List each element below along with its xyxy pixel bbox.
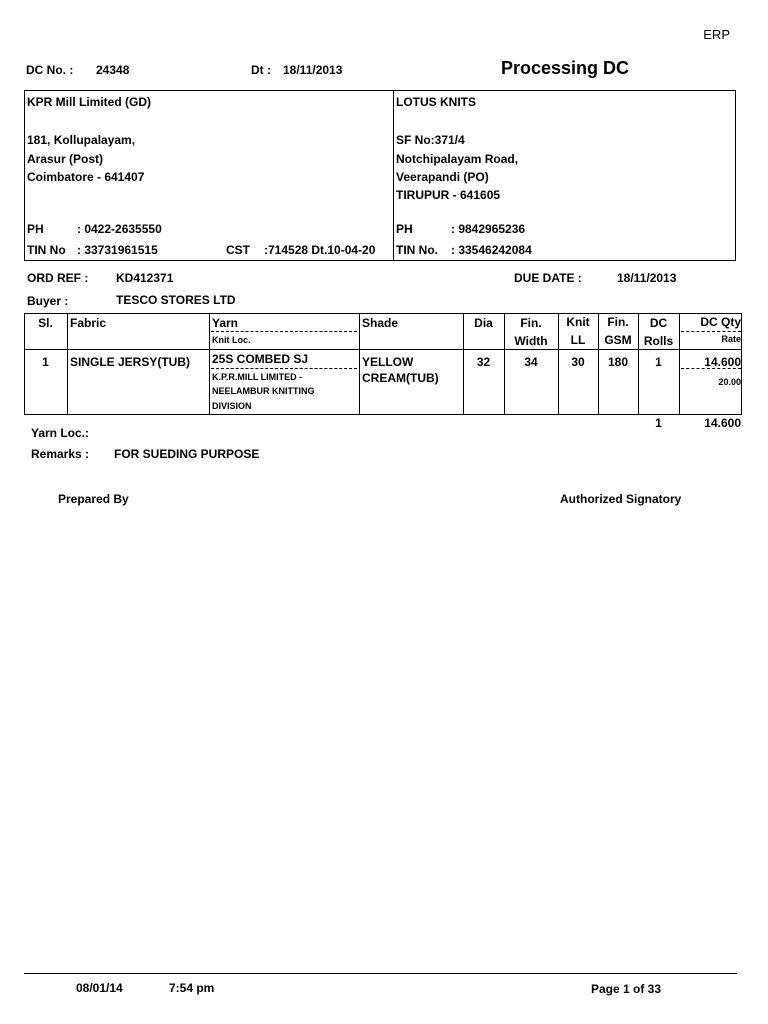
qty-dash: [681, 331, 741, 332]
footer-rule: [24, 973, 737, 974]
th-shade: Shade: [362, 316, 399, 330]
yarn-dash: [211, 368, 357, 369]
from-addr3: Coimbatore - 641407: [27, 170, 145, 184]
th-dc-qty: DC Qty: [700, 315, 741, 329]
from-cst: :714528 Dt.10-04-20: [264, 243, 376, 257]
due-date-value: 18/11/2013: [617, 271, 677, 285]
row-fin-gsm: 180: [607, 355, 629, 369]
remarks-label: Remarks :: [31, 447, 90, 461]
to-tin: : 33546242084: [451, 243, 532, 257]
page-number: Page 1 of 33: [591, 982, 662, 996]
row-dc-qty: 14.600: [704, 355, 741, 369]
th-fin-width-1: Fin.: [520, 316, 542, 330]
dc-no-label: DC No. :: [26, 63, 74, 77]
th-fin-width-2: Width: [514, 334, 548, 348]
total-qty: 14.600: [704, 416, 741, 430]
buyer-label: Buyer :: [27, 294, 69, 308]
date-label: Dt :: [251, 63, 271, 77]
row-shade-1: YELLOW: [362, 355, 414, 369]
col-divider: [359, 313, 360, 415]
th-dc-rolls-1: DC: [649, 316, 668, 330]
row-knit-loc-3: DIVISION: [212, 401, 252, 411]
row-knit-ll: 30: [571, 355, 585, 369]
to-addr3: Veerapandi (PO): [396, 170, 489, 184]
from-ph-label: PH: [27, 222, 44, 236]
yarn-loc-label: Yarn Loc.:: [31, 426, 90, 440]
row-rate: 20.00: [718, 377, 741, 387]
row-yarn: 25S COMBED SJ: [212, 352, 309, 366]
row-fin-width: 34: [524, 355, 538, 369]
to-ph-label: PH: [396, 222, 413, 236]
row-knit-loc-1: K.P.R.MILL LIMITED -: [212, 372, 303, 382]
erp-label: ERP: [703, 27, 730, 42]
th-knit-loc: Knit Loc.: [212, 335, 251, 345]
th-sl: Sl.: [38, 316, 53, 330]
buyer-value: TESCO STORES LTD: [116, 293, 236, 307]
from-cst-label: CST: [226, 243, 250, 257]
doc-title: Processing DC: [501, 58, 630, 78]
th-yarn: Yarn: [212, 316, 239, 330]
date-value: 18/11/2013: [283, 63, 343, 77]
row-knit-loc-2: NEELAMBUR KNITTING: [212, 386, 315, 396]
remarks-value: FOR SUEDING PURPOSE: [114, 447, 260, 461]
row-shade-2: CREAM(TUB): [362, 371, 439, 385]
from-name: KPR Mill Limited (GD): [27, 95, 151, 109]
to-ph: : 9842965236: [451, 222, 526, 236]
col-divider: [209, 313, 210, 415]
to-tin-label: TIN No.: [396, 243, 438, 257]
row-sl: 1: [42, 355, 49, 369]
row-dc-rolls: 1: [655, 355, 662, 369]
prepared-by: Prepared By: [58, 492, 129, 506]
th-knit-ll-1: Knit: [566, 315, 590, 329]
th-fin-gsm-2: GSM: [604, 333, 632, 347]
row-fabric: SINGLE JERSY(TUB): [70, 355, 191, 369]
total-rolls: 1: [655, 416, 662, 430]
yarn-dash: [211, 331, 357, 332]
address-divider: [393, 90, 394, 261]
to-addr4: TIRUPUR - 641605: [396, 188, 501, 202]
due-date-label: DUE DATE :: [514, 271, 582, 285]
from-tin-label: TIN No: [27, 243, 66, 257]
col-divider: [67, 313, 68, 415]
footer-time: 7:54 pm: [169, 981, 215, 995]
row-dia: 32: [476, 355, 491, 369]
ord-ref-label: ORD REF :: [27, 271, 89, 285]
dc-no-value: 24348: [96, 63, 130, 77]
to-addr1: SF No:371/4: [396, 133, 465, 147]
th-rate: Rate: [721, 334, 741, 344]
th-dia: Dia: [474, 316, 493, 330]
table-header-rule: [24, 349, 742, 350]
from-addr1: 181, Kollupalayam,: [27, 133, 136, 147]
to-name: LOTUS KNITS: [396, 95, 476, 109]
authorized-signatory: Authorized Signatory: [560, 492, 682, 506]
footer-date: 08/01/14: [76, 981, 123, 995]
th-dc-rolls-2: Rolls: [643, 334, 674, 348]
from-tin: : 33731961515: [77, 243, 158, 257]
th-knit-ll-2: LL: [570, 333, 586, 347]
from-addr2: Arasur (Post): [27, 152, 104, 166]
to-addr2: Notchipalayam Road,: [396, 152, 519, 166]
ord-ref-value: KD412371: [116, 271, 174, 285]
th-fin-gsm-1: Fin.: [607, 315, 629, 329]
th-fabric: Fabric: [70, 316, 107, 330]
from-ph: : 0422-2635550: [77, 222, 162, 236]
